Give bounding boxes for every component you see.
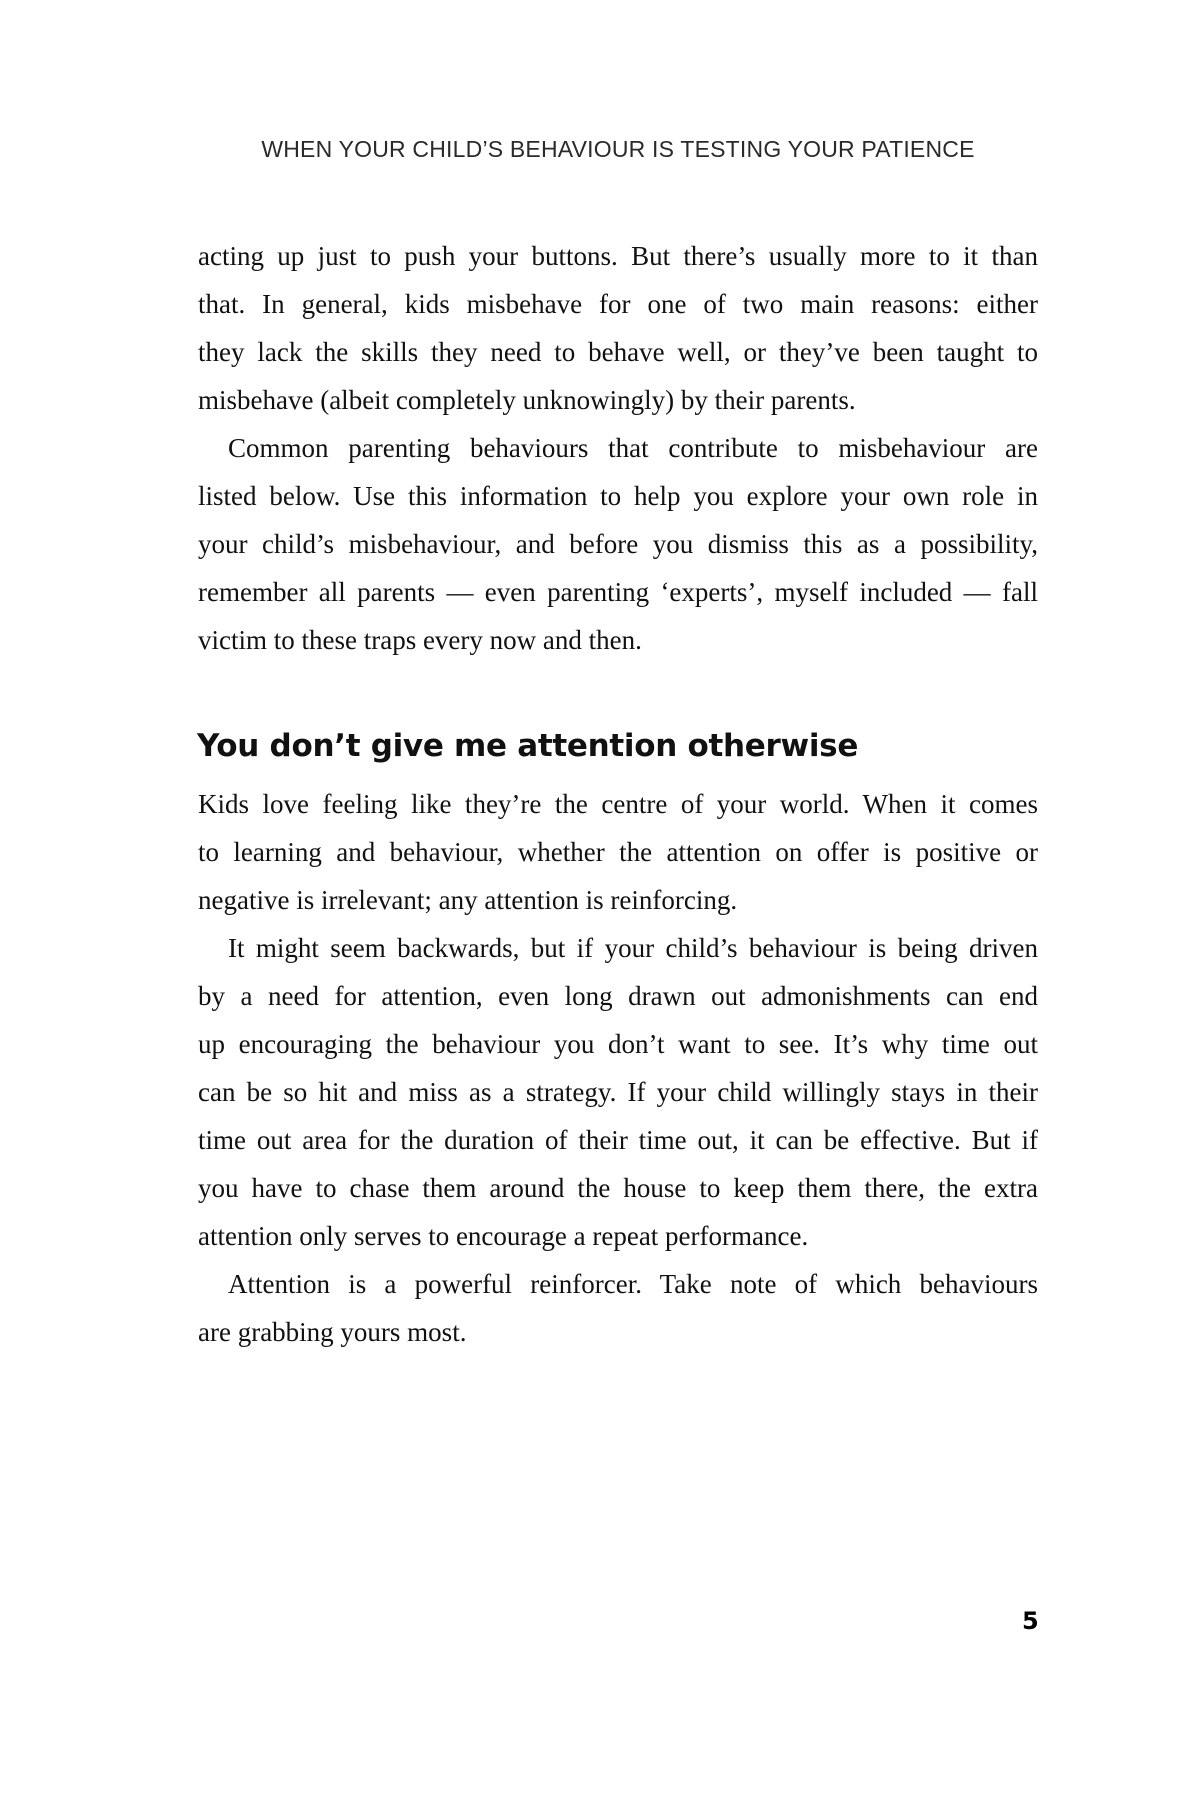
text-line: acting up just to push your buttons. But there’s usually more to it than <box>198 241 1038 271</box>
text-line: you have to chase them around the house to keep them there, the extra <box>198 1173 1038 1203</box>
text-line: that. In general, kids misbehave for one of two main reasons: either <box>198 289 1038 319</box>
text-line: misbehave (albeit completely unknowingly) by their parents. <box>198 385 856 415</box>
text-line: It might seem backwards, but if your child’s behaviour is being driven <box>228 933 1038 963</box>
text-line: attention only serves to encourage a repeat performance. <box>198 1221 809 1251</box>
running-head: WHEN YOUR CHILD’S BEHAVIOUR IS TESTING YOUR PATIENCE <box>261 136 975 162</box>
text-line: negative is irrelevant; any attention is reinforcing. <box>198 885 738 915</box>
text-line: they lack the skills they need to behave well, or they’ve been taught to <box>198 337 1038 367</box>
page-number: 5 <box>1022 1607 1039 1635</box>
text-line: Kids love feeling like they’re the centre of your world. When it comes <box>198 789 1038 819</box>
text-line: to learning and behaviour, whether the attention on offer is positive or <box>198 837 1038 867</box>
text-line: by a need for attention, even long drawn out admonishments can end <box>198 981 1038 1011</box>
text-line: listed below. Use this information to help you explore your own role in <box>198 481 1038 511</box>
text-line: victim to these traps every now and then. <box>198 625 642 655</box>
text-line: Common parenting behaviours that contribute to misbehaviour are <box>228 433 1038 463</box>
text-line: are grabbing yours most. <box>198 1317 467 1347</box>
text-line: up encouraging the behaviour you don’t want to see. It’s why time out <box>198 1029 1038 1059</box>
section-heading: You don’t give me attention otherwise <box>197 728 859 764</box>
text-line: your child’s misbehaviour, and before you dismiss this as a possibility, <box>198 529 1038 559</box>
text-line: Attention is a powerful reinforcer. Take note of which behaviours <box>228 1269 1038 1299</box>
text-line: can be so hit and miss as a strategy. If your child willingly stays in their <box>198 1077 1038 1107</box>
text-line: remember all parents — even parenting ‘experts’, myself included — fall <box>198 577 1038 607</box>
text-line: time out area for the duration of their time out, it can be effective. But if <box>198 1125 1038 1155</box>
